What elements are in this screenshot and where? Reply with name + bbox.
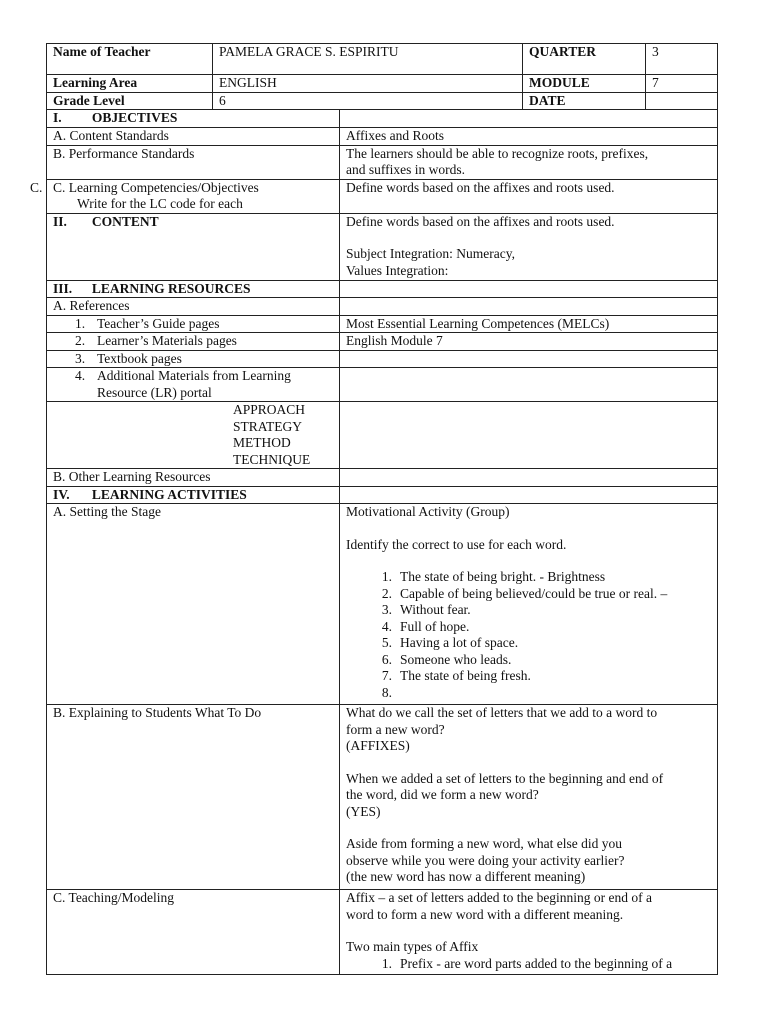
textbook-label: 3. Textbook pages: [47, 350, 340, 368]
resources-heading: III. LEARNING RESOURCES: [47, 280, 340, 298]
quarter-value: 3: [646, 44, 718, 75]
content-standards-label: A. Content Standards: [47, 127, 340, 145]
teachers-guide-label: 1. Teacher’s Guide pages: [47, 315, 340, 333]
list-item: 2. Capable of being believed/could be true or real. –: [381, 585, 668, 601]
textbook-value: [340, 350, 718, 368]
explaining-value: What do we call the set of letters that we add to a word to form a new word? (AFFIXES) When we added a set of letters to the beginning and end of the word, did we form a new word? (YES) Aside from forming a new word, what else did you observe while you were doing your activity earlier? (the new word has now a different meaning): [340, 705, 718, 890]
approach-cell: APPROACH STRATEGY METHOD TECHNIQUE: [47, 402, 340, 469]
teaching-modeling-label: C. Teaching/Modeling: [47, 890, 340, 975]
module-label: MODULE: [523, 75, 646, 93]
content-heading: II. CONTENT: [47, 213, 340, 280]
teachers-guide-value: Most Essential Learning Competences (MELCs): [340, 315, 718, 333]
margin-c-label: C.: [30, 180, 43, 195]
area-label: Learning Area: [47, 75, 213, 93]
learners-materials-label: 2. Learner’s Materials pages: [47, 333, 340, 351]
module-value: 7: [646, 75, 718, 93]
setting-stage-value: Motivational Activity (Group) Identify the correct to use for each word. 1. The state of being bright. - Brightness 2. Capable of being believed/could be true or real. – 3. Without fear. 4. Full of hope. 5. Having a lot of space. 6. Someone who leads. 7. The state of being fresh. 8.: [340, 504, 718, 705]
references-label: A. References: [47, 298, 340, 316]
date-label: DATE: [523, 92, 646, 110]
setting-stage-label: A. Setting the Stage: [47, 504, 340, 705]
header-table: [46, 43, 718, 110]
quarter-label: QUARTER: [523, 44, 646, 75]
list-item: 3. Without fear.: [381, 602, 471, 617]
learning-competencies-label: C. Learning Competencies/Objectives Write for the LC code for each: [47, 179, 340, 213]
additional-materials-label: 4. Additional Materials from Learning Resource (LR) portal: [47, 368, 340, 402]
learners-materials-value: English Module 7: [340, 333, 718, 351]
date-value: [646, 92, 718, 110]
performance-standards-value: The learners should be able to recognize roots, prefixes, and suffixes in words.: [340, 145, 718, 179]
content-value: Define words based on the affixes and roots used. Subject Integration: Numeracy, Values Integration:: [340, 213, 718, 280]
list-item: 4. Full of hope.: [381, 618, 470, 634]
teacher-label: Name of Teacher: [47, 44, 213, 75]
grade-value: 6: [213, 92, 523, 110]
objectives-heading: I. OBJECTIVES: [47, 110, 340, 128]
list-item: 5. Having a lot of space.: [381, 635, 519, 650]
grade-label: Grade Level: [47, 92, 213, 110]
lesson-table: [46, 109, 718, 975]
area-value: ENGLISH: [213, 75, 523, 93]
performance-standards-label: B. Performance Standards: [47, 145, 340, 179]
list-item: 8.: [381, 684, 392, 700]
learning-competencies-value: Define words based on the affixes and roots used.: [340, 179, 718, 213]
explaining-label: B. Explaining to Students What To Do: [47, 705, 340, 890]
list-item: 1. The state of being bright. - Brightness: [381, 569, 606, 584]
teacher-value: PAMELA GRACE S. ESPIRITU: [213, 44, 523, 75]
other-resources-label: B. Other Learning Resources: [47, 469, 340, 487]
teaching-modeling-value: Affix – a set of letters added to the beginning or end of a word to form a new word with a different meaning. Two main types of Affix 1. Prefix - are word parts added to the beginning of a: [340, 890, 718, 975]
list-item: 7. The state of being fresh.: [381, 668, 531, 683]
motivational-items: [346, 569, 711, 701]
list-item: 6. Someone who leads.: [381, 651, 512, 667]
content-standards-value: Affixes and Roots: [340, 127, 718, 145]
activities-heading: IV. LEARNING ACTIVITIES: [47, 486, 340, 504]
